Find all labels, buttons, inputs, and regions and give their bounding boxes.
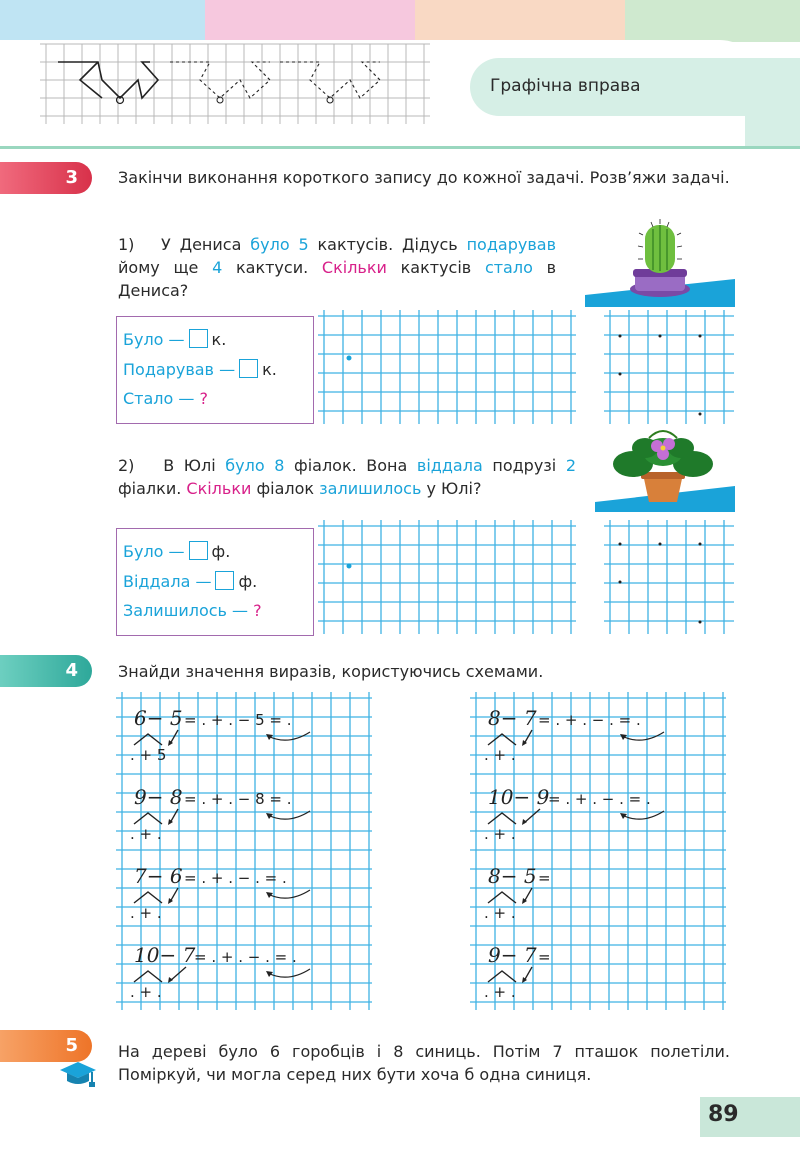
svg-text:=: = bbox=[538, 869, 551, 887]
task-5-badge: 5 bbox=[0, 1030, 92, 1062]
graphic-exercise-grid bbox=[40, 40, 430, 126]
task-3-problem-2: 2) В Юлі було 8 фіалок. Вона віддала подрузі 2 фіалки. Скільки фіалок залишилось у Юлі? bbox=[118, 456, 577, 498]
header-strip-1 bbox=[0, 0, 205, 42]
header-strip-2 bbox=[205, 0, 415, 42]
svg-text:= . + . − . = .: = . + . − . = . bbox=[548, 790, 651, 808]
header-divider bbox=[0, 146, 800, 149]
graduation-cap-icon bbox=[58, 1060, 98, 1088]
solution-grid-2[interactable] bbox=[318, 520, 576, 634]
answer-square[interactable] bbox=[239, 359, 258, 378]
section-title: Графічна вправа bbox=[490, 76, 641, 96]
svg-text:. + 5: . + 5 bbox=[130, 746, 167, 764]
svg-text:. + .: . + . bbox=[484, 825, 516, 843]
svg-text:= . + . − . = .: = . + . − . = . bbox=[194, 948, 297, 966]
svg-text:6− 5: 6− 5 bbox=[134, 706, 183, 730]
expression-left-4 bbox=[130, 943, 310, 1001]
expression-left-2 bbox=[130, 785, 310, 843]
svg-text:7− 6: 7− 6 bbox=[134, 864, 183, 888]
task-4-badge: 4 bbox=[0, 655, 92, 687]
header-strip-3 bbox=[415, 0, 625, 42]
svg-text:8− 7: 8− 7 bbox=[488, 706, 537, 730]
svg-text:10− 7: 10− 7 bbox=[134, 943, 196, 967]
svg-text:9− 8: 9− 8 bbox=[134, 785, 183, 809]
violet-illustration bbox=[595, 430, 735, 512]
expressions-grid-right[interactable] bbox=[470, 692, 726, 1010]
answer-grid-2[interactable] bbox=[604, 520, 734, 634]
task-3-badge: 3 bbox=[0, 162, 92, 194]
task-3-problem-1: 1) У Дениса було 5 кактусів. Дідусь подарував йому ще 4 кактуси. Скільки кактусів стало в Дениса? bbox=[118, 235, 557, 300]
svg-text:= . + . − 8 = .: = . + . − 8 = . bbox=[184, 790, 292, 808]
answer-square[interactable] bbox=[215, 571, 234, 590]
expression-right-3 bbox=[484, 864, 551, 922]
svg-text:. + .: . + . bbox=[130, 904, 162, 922]
svg-text:= . + . − 5 = .: = . + . − 5 = . bbox=[184, 711, 292, 729]
expression-left-3 bbox=[130, 864, 310, 922]
svg-text:9− 7: 9− 7 bbox=[488, 943, 537, 967]
page-number: 89 bbox=[708, 1102, 739, 1127]
short-record-box-2: Було — ф. Віддала — ф. Залишилось — ? bbox=[116, 528, 314, 636]
svg-text:. + .: . + . bbox=[484, 904, 516, 922]
svg-text:. + .: . + . bbox=[130, 825, 162, 843]
expression-right-4 bbox=[484, 943, 551, 1001]
cactus-illustration bbox=[585, 215, 735, 307]
svg-text:. + .: . + . bbox=[130, 983, 162, 1001]
svg-text:=: = bbox=[538, 948, 551, 966]
expression-right-2 bbox=[484, 785, 664, 843]
header-strip-4 bbox=[625, 0, 800, 42]
solution-grid-1[interactable] bbox=[318, 310, 576, 424]
svg-text:. + .: . + . bbox=[484, 983, 516, 1001]
answer-grid-1[interactable] bbox=[604, 310, 734, 424]
svg-text:= . + . − . = .: = . + . − . = . bbox=[184, 869, 287, 887]
answer-square[interactable] bbox=[189, 329, 208, 348]
svg-text:. + .: . + . bbox=[484, 746, 516, 764]
task-3-instruction: Закінчи виконання короткого запису до кожної задачі. Розв’яжи задачі. bbox=[118, 168, 730, 187]
svg-text:= . + . − . = .: = . + . − . = . bbox=[538, 711, 641, 729]
answer-square[interactable] bbox=[189, 541, 208, 560]
task-5-text: На дереві було 6 горобців і 8 синиць. Потім 7 пташок полетіли. Поміркуй, чи могла серед них бути хоча б одна синиця. bbox=[118, 1042, 730, 1084]
svg-text:8− 5: 8− 5 bbox=[488, 864, 537, 888]
task-4-instruction: Знайди значення виразів, користуючись схемами. bbox=[118, 662, 544, 681]
svg-text:10− 9: 10− 9 bbox=[488, 785, 550, 809]
short-record-box-1: Було — к. Подарував — к. Стало — ? bbox=[116, 316, 314, 424]
expressions-grid-left[interactable] bbox=[116, 692, 372, 1010]
